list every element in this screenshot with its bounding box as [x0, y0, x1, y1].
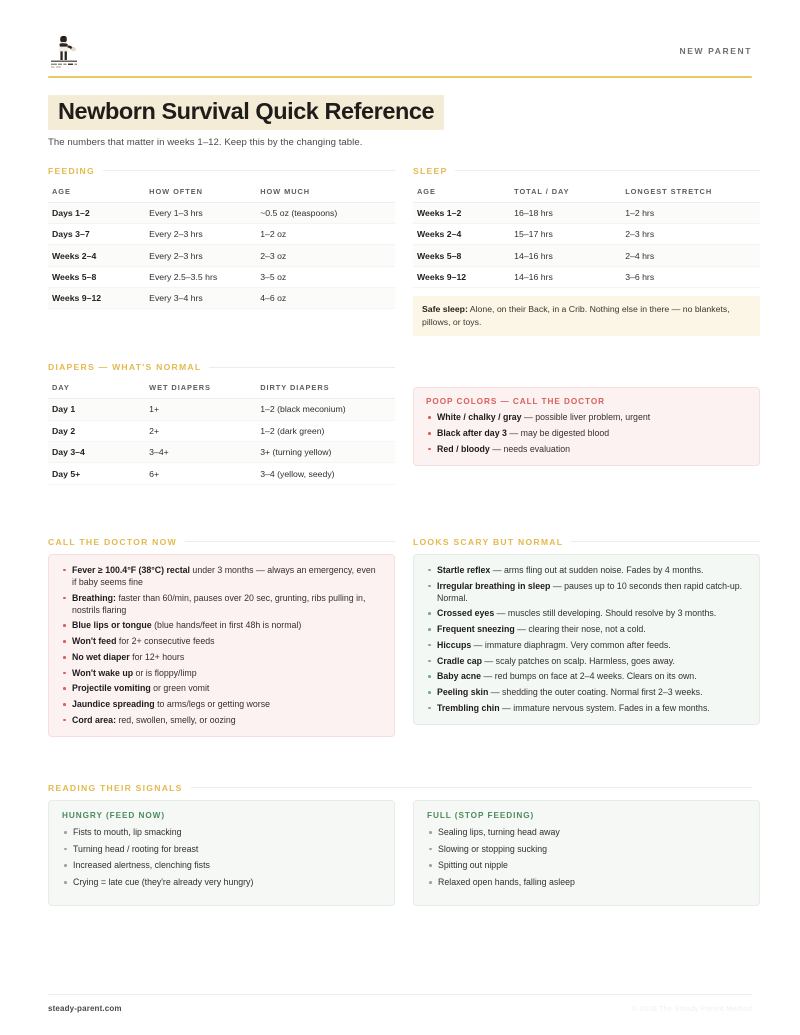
footer-copyright: © 2026 The Steady Parent Method — [631, 1004, 752, 1013]
cell: 14–16 hrs — [510, 266, 621, 287]
page-subtitle: The numbers that matter in weeks 1–12. Keep this by the changing table. — [48, 136, 363, 148]
item-lead: Frequent sneezing — [437, 624, 515, 635]
list-item: Fists to mouth, lip smacking — [62, 826, 381, 838]
cell: Every 2.5–3.5 hrs — [145, 266, 256, 287]
hungry-list — [62, 826, 381, 888]
list-item — [61, 682, 382, 694]
header-eyebrow: NEW PARENT — [679, 46, 752, 56]
col-header: LONGEST STRETCH — [621, 183, 760, 203]
signals-hungry — [48, 800, 395, 906]
list-item — [61, 698, 382, 710]
item-lead: Hiccups — [437, 639, 472, 650]
item-rest: or is floppy/limp — [133, 667, 197, 678]
item-rest: — muscles still developing. Should resolve by 3 months. — [494, 608, 717, 619]
item-rest: to arms/legs or getting worse — [154, 699, 271, 710]
cell: 6+ — [145, 463, 256, 484]
full-box — [413, 800, 760, 906]
table-header-row — [413, 183, 760, 203]
item-rest: — clearing their nose, not a cold. — [514, 624, 646, 635]
list-item — [61, 667, 382, 679]
list-item — [426, 607, 747, 619]
cell: Days 1–2 — [48, 202, 145, 223]
section-title-call-doctor: CALL THE DOCTOR NOW — [48, 536, 177, 547]
page-footer — [48, 994, 752, 1013]
cell: 3–4 (yellow, seedy) — [256, 463, 395, 484]
list-item: Relaxed open hands, falling asleep — [427, 876, 746, 888]
title-block — [48, 95, 752, 147]
item-rest: — possible liver problem, urgent — [521, 412, 651, 423]
list-item — [426, 580, 747, 604]
cell: 3+ (turning yellow) — [256, 442, 395, 463]
item-rest: — needs evaluation — [489, 443, 570, 454]
item-rest: — scaly patches on scalp. Harmless, goes away. — [481, 655, 675, 666]
cell: 4–6 oz — [256, 288, 395, 309]
cell: Weeks 2–4 — [48, 245, 145, 266]
table-row — [413, 223, 760, 244]
cell: Day 1 — [48, 399, 145, 420]
item-lead: Cradle cap — [437, 655, 482, 666]
item-lead: Jaundice spreading — [72, 699, 155, 710]
section-header-signals — [48, 783, 752, 793]
cell: 2–4 hrs — [621, 245, 760, 266]
item-lead: Won't feed — [72, 636, 117, 647]
section-rule — [455, 170, 760, 171]
table-row — [48, 223, 395, 244]
col-header: AGE — [48, 183, 145, 203]
list-item — [426, 411, 747, 423]
col-header: HOW OFTEN — [145, 183, 256, 203]
section-poop-colors — [413, 362, 760, 485]
item-lead: Fever ≥ 100.4°F (38°C) rectal — [72, 564, 190, 575]
table-row — [48, 442, 395, 463]
list-item — [426, 443, 747, 455]
table-row — [413, 266, 760, 287]
call-doctor-box — [48, 554, 395, 737]
safe-sleep-text: Alone, on their Back, in a Crib. Nothing else in there — no blankets, pillows, or toys. — [422, 304, 730, 327]
item-rest: — immature nervous system. Fades in a few months. — [499, 702, 710, 713]
section-title-diapers: DIAPERS — WHAT'S NORMAL — [48, 362, 202, 373]
section-header-diapers — [48, 362, 395, 372]
item-lead: Won't wake up — [72, 667, 134, 678]
cell: 2+ — [145, 420, 256, 441]
poop-colors-list — [426, 411, 747, 455]
col-header: HOW MUCH — [256, 183, 395, 203]
band-diapers-poop — [48, 362, 752, 485]
cell: 3–6 hrs — [621, 266, 760, 287]
section-title-feeding: FEEDING — [48, 165, 95, 176]
section-signals — [48, 783, 752, 906]
col-header: DAY — [48, 379, 145, 399]
cell: Weeks 9–12 — [413, 266, 510, 287]
section-header-sleep — [413, 166, 760, 176]
item-lead: Red / bloody — [437, 443, 490, 454]
cell: 2–3 oz — [256, 245, 395, 266]
list-item — [426, 564, 747, 576]
signals-full — [413, 800, 760, 906]
list-item — [426, 702, 747, 714]
looks-scary-list — [426, 564, 747, 714]
poop-colors-title: POOP COLORS — CALL THE DOCTOR — [426, 397, 606, 407]
section-title-sleep: SLEEP — [413, 165, 448, 176]
cell: Weeks 5–8 — [413, 245, 510, 266]
item-rest: — may be digested blood — [506, 428, 610, 438]
band-feeding-sleep — [48, 166, 752, 337]
cell: Weeks 5–8 — [48, 266, 145, 287]
section-sleep — [413, 166, 760, 337]
list-item: Sealing lips, turning head away — [427, 826, 746, 838]
cell: Every 3–4 hrs — [145, 288, 256, 309]
table-header-row — [48, 183, 395, 203]
hungry-title: HUNGRY (FEED NOW) — [62, 810, 166, 820]
section-header-looks-scary — [413, 537, 760, 547]
table-row — [48, 288, 395, 309]
item-lead: Baby acne — [437, 671, 482, 682]
cell: Weeks 1–2 — [413, 202, 510, 223]
list-item — [61, 619, 382, 631]
section-feeding — [48, 166, 395, 337]
band-doctor-normal — [48, 537, 752, 737]
cell: Every 1–3 hrs — [145, 202, 256, 223]
cell: 1+ — [145, 399, 256, 420]
item-rest: for 12+ hours — [129, 651, 185, 662]
list-item — [426, 623, 747, 635]
item-rest: under 3 months — always an emergency, even if baby seems fine — [72, 564, 376, 587]
cell: 3–4+ — [145, 442, 256, 463]
list-item — [61, 592, 382, 616]
list-item — [426, 686, 747, 698]
table-header-row — [48, 379, 395, 399]
cell: 1–2 (black meconium) — [256, 399, 395, 420]
safe-sleep-label: Safe sleep: — [422, 304, 468, 315]
list-item — [426, 639, 747, 651]
hungry-box — [48, 800, 395, 906]
section-looks-scary — [413, 537, 760, 737]
parent-holding-baby-logo-icon — [48, 34, 82, 70]
table-row — [48, 420, 395, 441]
list-item — [426, 427, 747, 439]
table-row — [48, 202, 395, 223]
table-row — [48, 245, 395, 266]
list-item: Crying = late cue (they're already very hungry) — [62, 876, 381, 888]
item-lead: Peeling skin — [437, 686, 489, 697]
cell: Every 2–3 hrs — [145, 245, 256, 266]
item-rest: for 2+ consecutive feeds — [116, 636, 215, 647]
looks-scary-box — [413, 554, 760, 725]
item-lead: Projectile vomiting — [72, 683, 151, 694]
item-rest: — shedding the outer coating. Normal first 2–3 weeks. — [488, 686, 703, 697]
list-item — [426, 655, 747, 667]
cell: Days 3–7 — [48, 223, 145, 244]
footer-site[interactable]: steady-parent.com — [48, 1004, 122, 1013]
cell: 1–2 (dark green) — [256, 420, 395, 441]
item-lead: No wet diaper — [72, 651, 130, 662]
table-row — [413, 202, 760, 223]
item-lead: Black after day 3 — [437, 428, 507, 438]
sleep-table — [413, 183, 760, 289]
item-lead: White / chalky / gray — [437, 412, 522, 423]
section-rule — [209, 367, 395, 368]
list-item: Slowing or stopping sucking — [427, 843, 746, 855]
item-rest: (blue hands/feet in first 48h is normal) — [151, 620, 302, 631]
poop-colors-box — [413, 387, 760, 466]
cell: 2–3 hrs — [621, 223, 760, 244]
item-rest: or green vomit — [150, 683, 210, 694]
item-lead: Crossed eyes — [437, 608, 495, 619]
section-rule — [185, 541, 395, 542]
cell: Day 5+ — [48, 463, 145, 484]
full-title: FULL (STOP FEEDING) — [427, 810, 535, 820]
item-lead: Breathing: — [72, 592, 116, 603]
col-header: WET DIAPERS — [145, 379, 256, 399]
list-item — [426, 670, 747, 682]
section-title-signals: READING THEIR SIGNALS — [48, 782, 183, 793]
cell: Day 3–4 — [48, 442, 145, 463]
cell: Weeks 2–4 — [413, 223, 510, 244]
list-item — [61, 714, 382, 726]
cell: 1–2 oz — [256, 223, 395, 244]
page-header — [48, 34, 752, 72]
item-rest: — arms fling out at sudden noise. Fades by 4 months. — [490, 564, 704, 575]
col-header: DIRTY DIAPERS — [256, 379, 395, 399]
section-call-doctor — [48, 537, 395, 737]
item-rest: red, swollen, smelly, or oozing — [116, 714, 236, 725]
cell: 16–18 hrs — [510, 202, 621, 223]
call-doctor-list — [61, 564, 382, 726]
safe-sleep-note — [413, 296, 760, 336]
section-header-call-doctor — [48, 537, 395, 547]
list-item — [61, 651, 382, 663]
cell: 14–16 hrs — [510, 245, 621, 266]
section-rule — [571, 541, 760, 542]
col-header: AGE — [413, 183, 510, 203]
table-row — [413, 245, 760, 266]
item-rest: — immature diaphragm. Very common after feeds. — [471, 639, 671, 650]
cell: ~0.5 oz (teaspoons) — [256, 202, 395, 223]
item-lead: Cord area: — [72, 714, 116, 725]
header-divider — [48, 76, 752, 78]
item-lead: Trembling chin — [437, 702, 500, 713]
cell: 1–2 hrs — [621, 202, 760, 223]
item-lead: Blue lips or tongue — [72, 620, 152, 631]
item-lead: Irregular breathing in sleep — [437, 580, 551, 591]
section-title-looks-scary: LOOKS SCARY BUT NORMAL — [413, 536, 564, 547]
table-row — [48, 463, 395, 484]
item-lead: Startle reflex — [437, 564, 491, 575]
list-item: Spitting out nipple — [427, 859, 746, 871]
item-rest: — pauses up to 10 seconds then rapid catch-up. Normal. — [437, 580, 743, 603]
cell: Weeks 9–12 — [48, 288, 145, 309]
full-list — [427, 826, 746, 888]
col-header: TOTAL / DAY — [510, 183, 621, 203]
item-rest: — red bumps on face at 2–4 weeks. Clears on its own. — [481, 671, 697, 682]
section-rule — [103, 170, 395, 171]
cell: Day 2 — [48, 420, 145, 441]
feeding-table — [48, 183, 395, 310]
item-rest: faster than 60/min, pauses over 20 sec, grunting, ribs pulling in, nostrils flaring — [72, 592, 366, 615]
section-rule — [191, 787, 752, 788]
cell: 15–17 hrs — [510, 223, 621, 244]
cell: 3–5 oz — [256, 266, 395, 287]
section-header-feeding — [48, 166, 395, 176]
signals-columns — [48, 800, 752, 906]
list-item — [61, 635, 382, 647]
cell: Every 2–3 hrs — [145, 223, 256, 244]
table-row — [48, 399, 395, 420]
diapers-table — [48, 379, 395, 485]
list-item — [61, 564, 382, 588]
page-title: Newborn Survival Quick Reference — [58, 98, 435, 125]
table-row — [48, 266, 395, 287]
list-item: Increased alertness, clenching fists — [62, 859, 381, 871]
section-diapers — [48, 362, 395, 485]
list-item: Turning head / rooting for breast — [62, 843, 381, 855]
title-highlight — [48, 95, 444, 129]
